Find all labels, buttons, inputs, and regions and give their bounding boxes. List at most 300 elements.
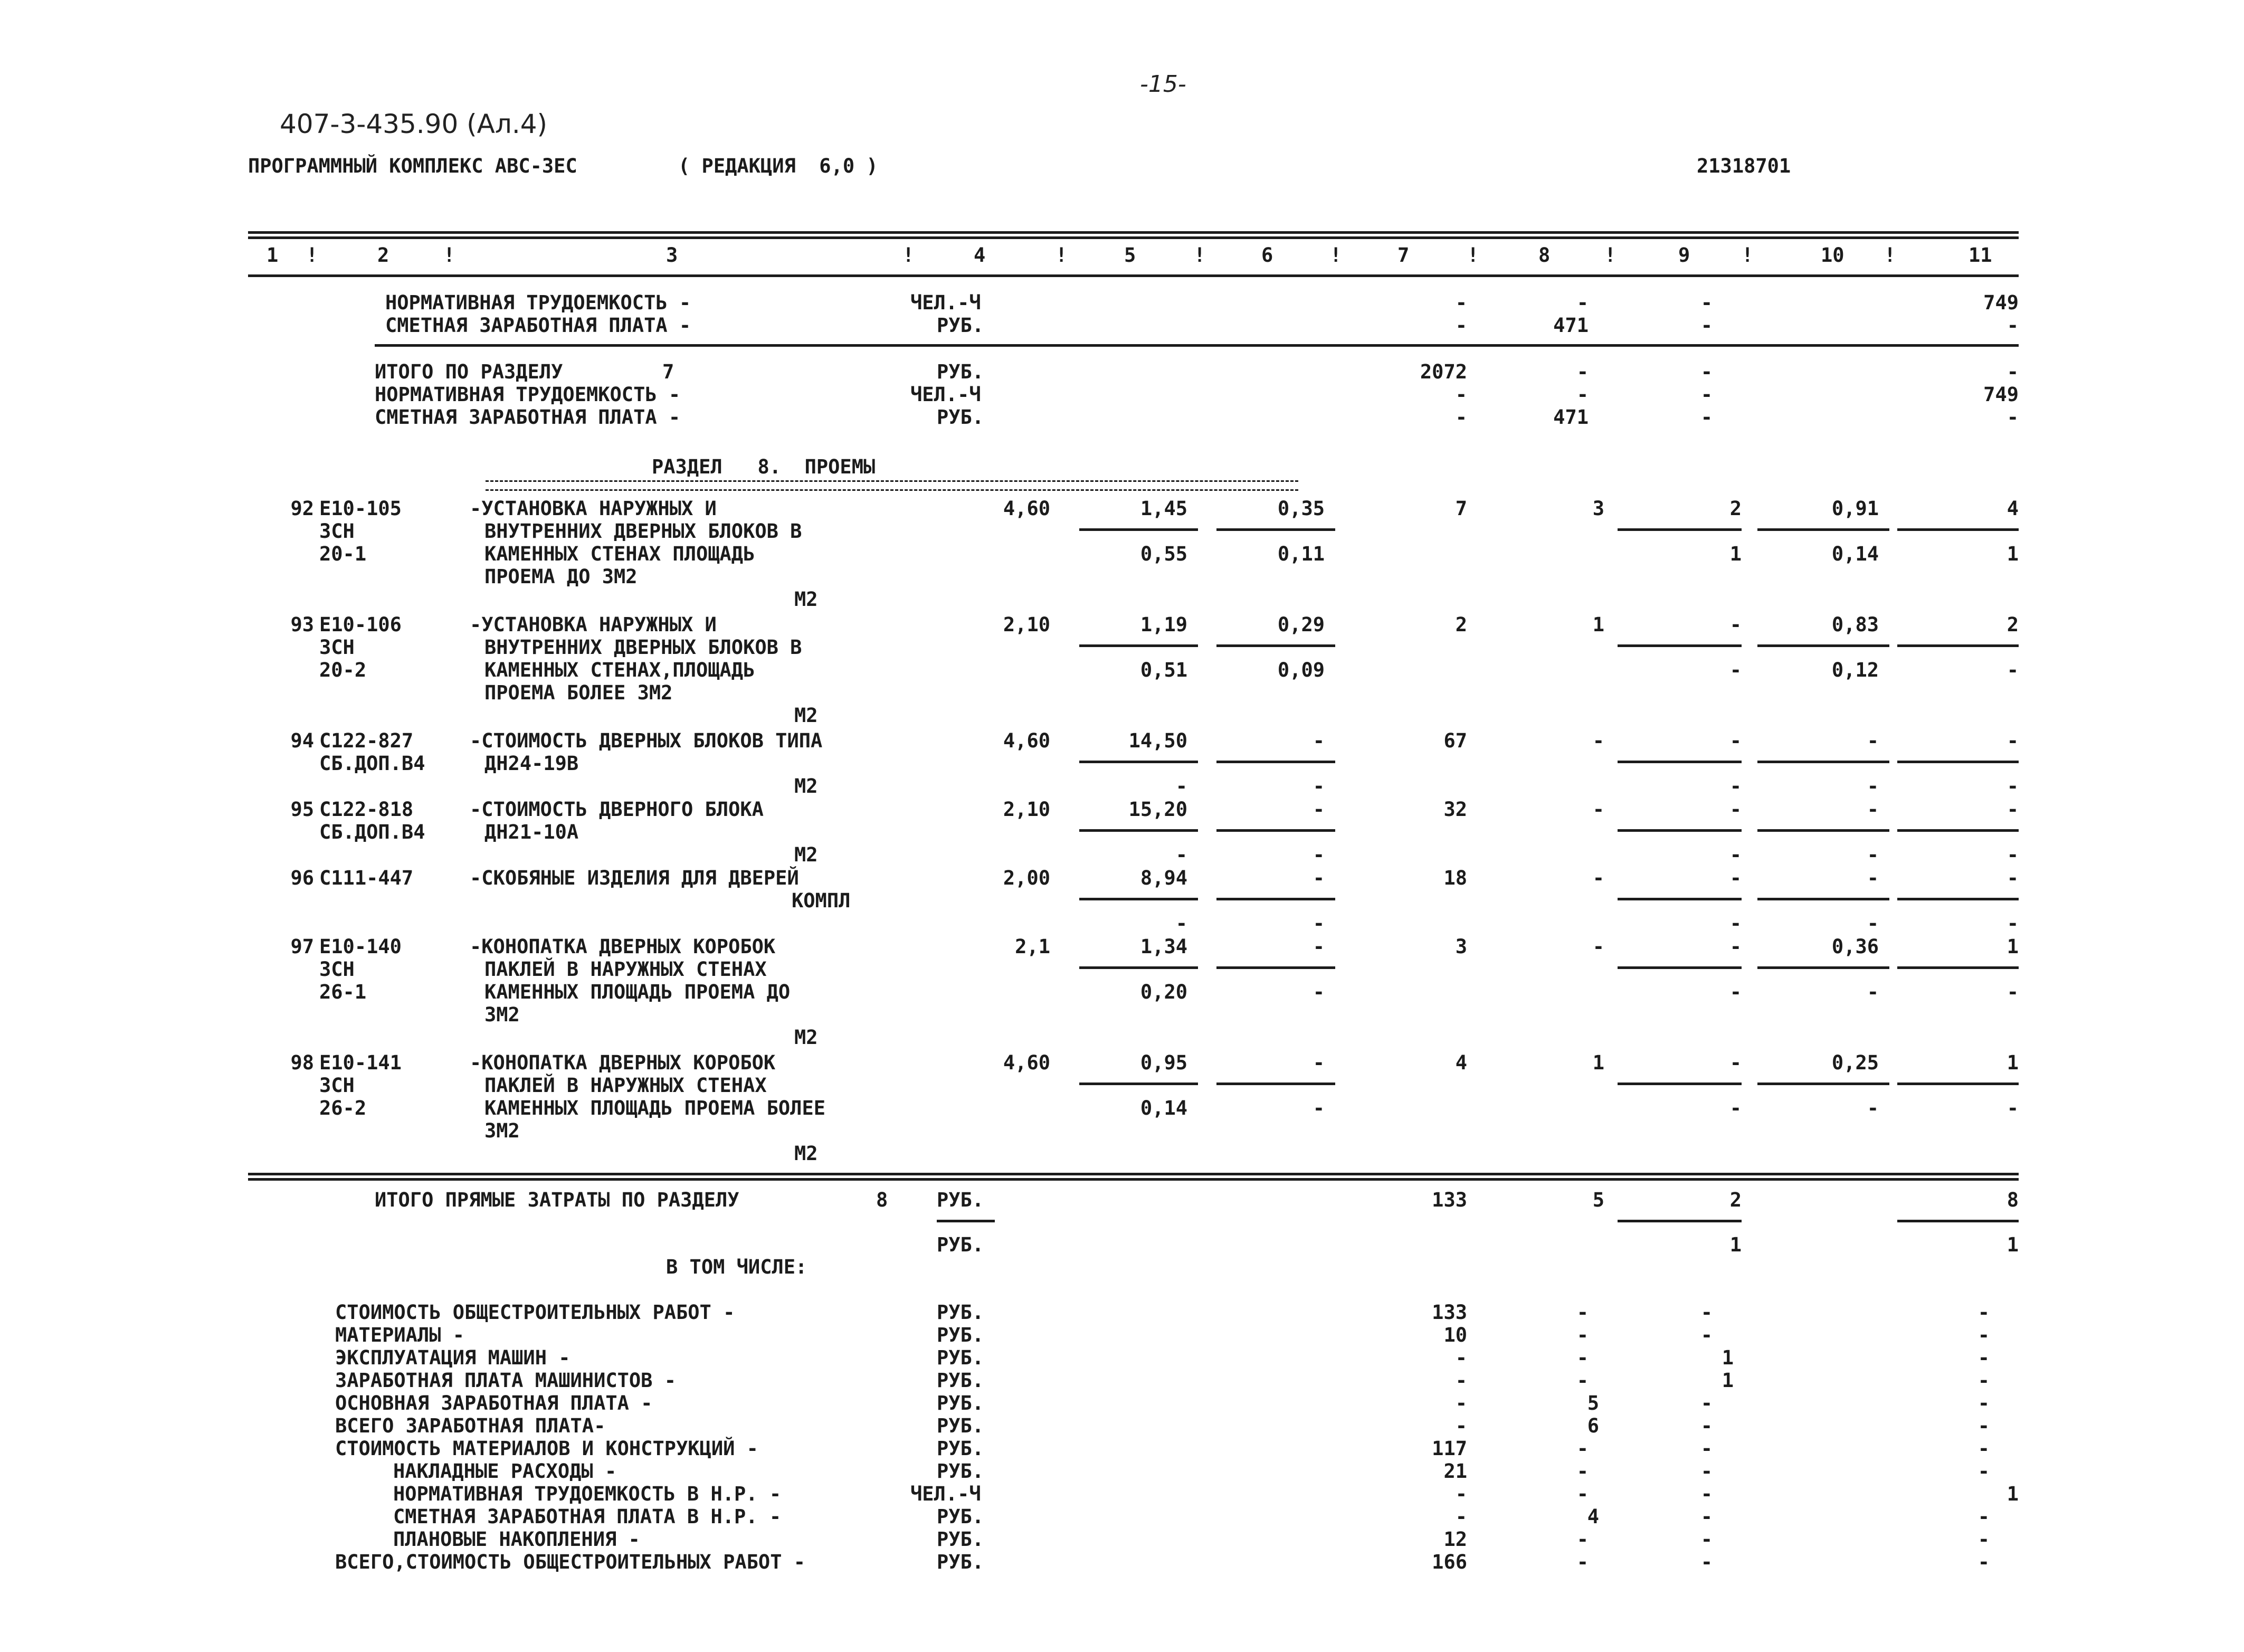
cell-col9-bottom: - [1729,659,1742,681]
fraction-rule-col10 [1757,644,1889,647]
column-header-1: 1 [267,244,279,267]
summary-col9: - [1700,1460,1713,1483]
column-header-7: 7 [1397,244,1410,267]
cell-col10-bottom: - [1867,775,1879,797]
cell-col7: - [1455,314,1467,337]
item-unit: М2 [794,588,818,611]
summary-col8: - [1576,1324,1589,1346]
summary-label: ВСЕГО ЗАРАБОТНАЯ ПЛАТА- [335,1414,606,1437]
fraction-rule-col5 [1079,966,1198,969]
fraction-rule-col11 [1897,528,2019,531]
fraction-rule-col5 [1079,898,1198,900]
cell-col7: 7 [1455,497,1467,520]
item-code: 20-1 [319,543,367,565]
summary-col9: - [1700,1437,1713,1460]
total8-col11-bottom: 1 [2007,1233,2019,1256]
summary-col11: - [1977,1301,1990,1324]
item-description: 3М2 [484,1003,520,1026]
row-unit: ЧЕЛ.-Ч [910,291,981,314]
fraction-rule-col6 [1216,829,1335,832]
total8-col9-top: 2 [1729,1189,1742,1211]
summary-unit: РУБ. [937,1369,984,1392]
cell-col5-bottom: 0,14 [1140,1097,1187,1119]
program-title: ПРОГРАММНЫЙ КОМПЛЕКС АВС-ЗЕС [248,155,577,177]
summary-col11: 1 [2007,1483,2019,1505]
summary-label: ВСЕГО,СТОИМОСТЬ ОБЩЕСТРОИТЕЛЬНЫХ РАБОТ - [335,1551,806,1573]
fraction-rule-col9 [1618,644,1742,647]
total8-col11-top: 8 [2007,1189,2019,1211]
cell-col4: 2,10 [1003,613,1050,636]
item-description: КАМЕННЫХ СТЕНАХ,ПЛОЩАДЬ [484,659,755,681]
cell-col11: 749 [1983,383,2019,406]
cell-col9: - [1700,406,1713,429]
rule-before-total8-2 [248,1178,2019,1181]
cell-col4: 2,1 [1015,935,1050,958]
cell-col9: - [1700,383,1713,406]
fraction-rule-col9 [1618,1083,1742,1085]
fraction-rule-col11 [1897,829,2019,832]
cell-col9-top: - [1729,613,1742,636]
fraction-rule-col9 [1618,761,1742,763]
document-id: 21318701 [1697,155,1791,177]
fraction-rule-col6 [1216,528,1335,531]
summary-col11: - [1977,1551,1990,1573]
summary-col7: - [1455,1414,1467,1437]
column-header-6: 6 [1261,244,1273,267]
item-description: -КОНОПАТКА ДВЕРНЫХ КОРОБОК [470,935,776,958]
cell-col11-top: 4 [2007,497,2019,520]
summary-col8: 4 [1587,1505,1599,1528]
item-number: 97 [290,935,314,958]
total8-col9-bottom: 1 [1729,1233,1742,1256]
cell-col10-top: 0,83 [1831,613,1879,636]
item-code: С122-818 [319,798,414,821]
column-header-separator: ! [1604,244,1617,267]
item-description: 3М2 [484,1119,520,1142]
cell-col8: 471 [1553,314,1589,337]
cell-col10-top: 0,36 [1831,935,1879,958]
column-header-separator: ! [1330,244,1342,267]
cell-col10-top: - [1867,729,1879,752]
cell-col9-bottom: - [1729,775,1742,797]
cell-col6-top: 0,29 [1277,613,1325,636]
summary-col7: - [1455,1369,1467,1392]
row-label: СМЕТНАЯ ЗАРАБОТНАЯ ПЛАТА - [385,314,691,337]
item-code: Е10-141 [319,1051,402,1074]
cell-col5-bottom: 0,20 [1140,981,1187,1003]
cell-col8: - [1592,798,1604,821]
fraction-rule-col6 [1216,1083,1335,1085]
cell-col11: - [2007,314,2019,337]
cell-col6-top: 0,35 [1277,497,1325,520]
cell-col8: - [1592,867,1604,889]
summary-col7: - [1455,1483,1467,1505]
row-unit: РУБ. [937,406,984,429]
item-description: -УСТАНОВКА НАРУЖНЫХ И [470,497,717,520]
summary-col7: 166 [1432,1551,1467,1573]
cell-col10-top: - [1867,798,1879,821]
summary-col11: - [1977,1414,1990,1437]
cell-col10-bottom: 0,12 [1831,659,1879,681]
cell-col10-bottom: - [1867,1097,1879,1119]
column-header-9: 9 [1678,244,1690,267]
summary-label: СМЕТНАЯ ЗАРАБОТНАЯ ПЛАТА В Н.Р. - [393,1505,782,1528]
fraction-rule-col11 [1897,1083,2019,1085]
cell-col7: 18 [1443,867,1467,889]
fraction-rule-col10 [1757,761,1889,763]
summary-label: СТОИМОСТЬ ОБЩЕСТРОИТЕЛЬНЫХ РАБОТ - [335,1301,735,1324]
total8-rule-col9 [1618,1220,1742,1222]
item-code: С111-447 [319,867,414,889]
cell-col8: 3 [1592,497,1604,520]
summary-col9: - [1700,1301,1713,1324]
cell-col7: 2 [1455,613,1467,636]
summary-col7: 21 [1443,1460,1467,1483]
summary-col11: - [1977,1324,1990,1346]
cell-col6-bottom: - [1313,981,1325,1003]
cell-col10-top: 0,91 [1831,497,1879,520]
fraction-rule-col6 [1216,644,1335,647]
cell-col6-top: - [1313,798,1325,821]
item-unit: М2 [794,1142,818,1165]
cell-col11-bottom: - [2007,775,2019,797]
total8-section-number: 8 [876,1189,888,1211]
cell-col11: - [2007,406,2019,429]
cell-col9-top: - [1729,935,1742,958]
cell-col11-bottom: - [2007,843,2019,866]
edition-label: ( РЕДАКЦИЯ 6,0 ) [678,155,878,177]
cell-col11-top: - [2007,729,2019,752]
cell-col7: 2072 [1420,360,1467,383]
section8-title-underline [486,480,1298,491]
item-unit: КОМПЛ [792,889,851,912]
cell-col8: 471 [1553,406,1589,429]
summary-col9: - [1700,1392,1713,1414]
row-label: НОРМАТИВНАЯ ТРУДОЕМКОСТЬ - [375,383,681,406]
cell-col9-top: - [1729,867,1742,889]
summary-unit: РУБ. [937,1551,984,1573]
row-label: СМЕТНАЯ ЗАРАБОТНАЯ ПЛАТА - [375,406,681,429]
item-description: ПАКЛЕЙ В НАРУЖНЫХ СТЕНАХ [484,1074,767,1097]
summary-col9: - [1700,1414,1713,1437]
fraction-rule-col9 [1618,528,1742,531]
total8-unit: РУБ. [937,1189,984,1211]
item-code: ЗСН [319,1074,355,1097]
cell-col10-top: - [1867,867,1879,889]
item-code: ЗСН [319,958,355,981]
item-code: Е10-140 [319,935,402,958]
cell-col6-top: - [1313,935,1325,958]
summary-label: ЭКСПЛУАТАЦИЯ МАШИН - [335,1346,570,1369]
cell-col9-bottom: - [1729,981,1742,1003]
cell-col9-bottom: - [1729,912,1742,935]
cell-col11-bottom: 1 [2007,543,2019,565]
fraction-rule-col11 [1897,898,2019,900]
item-description: -УСТАНОВКА НАРУЖНЫХ И [470,613,717,636]
cell-col7: - [1455,291,1467,314]
summary-label: СТОИМОСТЬ МАТЕРИАЛОВ И КОНСТРУКЦИЙ - [335,1437,758,1460]
summary-col8: - [1576,1460,1589,1483]
rule-before-total8 [248,1173,2019,1175]
summary-label: ЗАРАБОТНАЯ ПЛАТА МАШИНИСТОВ - [335,1369,677,1392]
summary-col8: - [1576,1483,1589,1505]
cell-col9: - [1700,360,1713,383]
summary-unit: РУБ. [937,1301,984,1324]
item-description: ДН21-10А [484,821,579,843]
row-label: ИТОГО ПО РАЗДЕЛУ [375,360,563,383]
cell-col5-bottom: - [1175,912,1187,935]
column-header-4: 4 [974,244,986,267]
cell-col11-top: 2 [2007,613,2019,636]
fraction-rule-col5 [1079,644,1198,647]
cell-col8: - [1592,729,1604,752]
summary-unit: РУБ. [937,1460,984,1483]
fraction-rule-col5 [1079,761,1198,763]
item-number: 98 [290,1051,314,1074]
cell-col5-top: 8,94 [1140,867,1187,889]
summary-col11: - [1977,1460,1990,1483]
item-description: ВНУТРЕННИХ ДВЕРНЫХ БЛОКОВ В [484,636,802,659]
summary-label: НОРМАТИВНАЯ ТРУДОЕМКОСТЬ В Н.Р. - [393,1483,782,1505]
summary-col9: - [1700,1483,1713,1505]
row-unit: ЧЕЛ.-Ч [910,383,981,406]
cell-col5-top: 1,19 [1140,613,1187,636]
column-header-separator: ! [1742,244,1754,267]
summary-col8: - [1576,1369,1589,1392]
summary-unit: РУБ. [937,1528,984,1551]
column-header-2: 2 [377,244,389,267]
row-unit: РУБ. [937,360,984,383]
cell-col6-top: - [1313,729,1325,752]
summary-col11: - [1977,1369,1990,1392]
column-header-8: 8 [1538,244,1551,267]
cell-col4: 4,60 [1003,497,1050,520]
summary-col9: - [1700,1505,1713,1528]
cell-col11-bottom: - [2007,1097,2019,1119]
cell-col5-bottom: 0,55 [1140,543,1187,565]
cell-col11-top: 1 [2007,935,2019,958]
item-unit: М2 [794,843,818,866]
column-header-separator: ! [443,244,455,267]
column-header-separator: ! [306,244,318,267]
summary-col11: - [1977,1528,1990,1551]
summary-col9: - [1700,1528,1713,1551]
cell-col11-top: - [2007,867,2019,889]
summary-col11: - [1977,1437,1990,1460]
item-code: ЗСН [319,520,355,543]
fraction-rule-col9 [1618,966,1742,969]
fraction-rule-col5 [1079,528,1198,531]
row-unit: РУБ. [937,314,984,337]
cell-col5-top: 0,95 [1140,1051,1187,1074]
cell-col6-bottom: - [1313,1097,1325,1119]
cell-col5-top: 1,34 [1140,935,1187,958]
item-code: 26-1 [319,981,367,1003]
summary-unit: РУБ. [937,1392,984,1414]
fraction-rule-col9 [1618,829,1742,832]
row-section-number: 7 [662,360,674,383]
section8-title: РАЗДЕЛ 8. ПРОЕМЫ [652,455,876,478]
fraction-rule-col6 [1216,761,1335,763]
item-description: КАМЕННЫХ СТЕНАХ ПЛОЩАДЬ [484,543,755,565]
summary-col8: - [1576,1528,1589,1551]
cell-col5-top: 15,20 [1128,798,1187,821]
item-unit: М2 [794,775,818,797]
summary-col9: - [1700,1551,1713,1573]
summary-col7: - [1455,1505,1467,1528]
fraction-rule-col5 [1079,829,1198,832]
item-description: ПРОЕМА БОЛЕЕ 3М2 [484,681,673,704]
column-header-separator: ! [1467,244,1479,267]
cell-col10-top: 0,25 [1831,1051,1879,1074]
summary-unit: РУБ. [937,1324,984,1346]
fraction-rule-col6 [1216,966,1335,969]
cell-col6-top: - [1313,1051,1325,1074]
cell-col8: - [1576,383,1589,406]
summary-unit: РУБ. [937,1346,984,1369]
column-header-separator: ! [1056,244,1068,267]
total8-label: ИТОГО ПРЯМЫЕ ЗАТРАТЫ ПО РАЗДЕЛУ [375,1189,739,1211]
summary-unit: РУБ. [937,1437,984,1460]
column-header-10: 10 [1821,244,1844,267]
item-code: ЗСН [319,636,355,659]
cell-col9-top: 2 [1729,497,1742,520]
cell-col9-bottom: - [1729,1097,1742,1119]
page-number: -15- [1140,71,1186,98]
cell-col8: - [1576,360,1589,383]
cell-col7: - [1455,406,1467,429]
cell-col8: 1 [1592,613,1604,636]
cell-col6-bottom: 0,11 [1277,543,1325,565]
cell-col6-bottom: - [1313,912,1325,935]
item-description: -СКОБЯНЫЕ ИЗДЕЛИЯ ДЛЯ ДВЕРЕЙ [470,867,799,889]
cell-col7: 4 [1455,1051,1467,1074]
cell-col10-bottom: - [1867,981,1879,1003]
item-description: -СТОИМОСТЬ ДВЕРНОГО БЛОКА [470,798,764,821]
cell-col9-bottom: 1 [1729,543,1742,565]
total8-rule-col11 [1897,1220,2019,1222]
total8-unit-2: РУБ. [937,1233,984,1256]
header-rule-top [248,231,2019,234]
cell-col11: 749 [1983,291,2019,314]
summary-label: ОСНОВНАЯ ЗАРАБОТНАЯ ПЛАТА - [335,1392,653,1414]
cell-col11-top: 1 [2007,1051,2019,1074]
item-number: 95 [290,798,314,821]
summary-label: НАКЛАДНЫЕ РАСХОДЫ - [393,1460,617,1483]
cell-col4: 2,10 [1003,798,1050,821]
column-header-5: 5 [1124,244,1136,267]
cell-col9-bottom: - [1729,843,1742,866]
cell-col5-bottom: - [1175,843,1187,866]
item-description: -КОНОПАТКА ДВЕРНЫХ КОРОБОК [470,1051,776,1074]
item-unit: М2 [794,704,818,727]
row-label: НОРМАТИВНАЯ ТРУДОЕМКОСТЬ - [385,291,691,314]
fraction-rule-col10 [1757,528,1889,531]
summary-label: МАТЕРИАЛЫ - [335,1324,465,1346]
fraction-rule-col6 [1216,898,1335,900]
item-description: -СТОИМОСТЬ ДВЕРНЫХ БЛОКОВ ТИПА [470,729,823,752]
cell-col4: 2,00 [1003,867,1050,889]
item-number: 92 [290,497,314,520]
cell-col11-bottom: - [2007,912,2019,935]
column-header-3: 3 [666,244,678,267]
summary-col7: 10 [1443,1324,1467,1346]
item-description: КАМЕННЫХ ПЛОЩАДЬ ПРОЕМА БОЛЕЕ [484,1097,826,1119]
summary-col11: - [1977,1392,1990,1414]
cell-col8: - [1576,291,1589,314]
item-number: 93 [290,613,314,636]
item-description: КАМЕННЫХ ПЛОЩАДЬ ПРОЕМА ДО [484,981,791,1003]
cell-col11: - [2007,360,2019,383]
summary-col9: - [1700,1324,1713,1346]
item-unit: М2 [794,1026,818,1049]
rule-before-total7 [375,344,2019,347]
summary-col7: - [1455,1392,1467,1414]
cell-col6-bottom: 0,09 [1277,659,1325,681]
column-header-separator: ! [1884,244,1896,267]
cell-col11-bottom: - [2007,659,2019,681]
summary-col9: 1 [1722,1346,1734,1369]
cell-col6-top: - [1313,867,1325,889]
item-description: ПРОЕМА ДО 3М2 [484,565,638,588]
fraction-rule-col10 [1757,829,1889,832]
cell-col5-bottom: - [1175,775,1187,797]
summary-col7: 133 [1432,1301,1467,1324]
cell-col10-bottom: - [1867,843,1879,866]
total8-col8: 5 [1592,1189,1604,1211]
cell-col7: 3 [1455,935,1467,958]
cell-col7: 32 [1443,798,1467,821]
cell-col11-bottom: - [2007,981,2019,1003]
summary-col8: - [1576,1346,1589,1369]
cell-col9: - [1700,291,1713,314]
item-description: ДН24-19В [484,752,579,775]
cell-col9-top: - [1729,729,1742,752]
summary-col8: - [1576,1437,1589,1460]
summary-col9: 1 [1722,1369,1734,1392]
item-number: 96 [290,867,314,889]
summary-col8: - [1576,1551,1589,1573]
cell-col10-bottom: - [1867,912,1879,935]
column-header-separator: ! [902,244,915,267]
fraction-rule-col11 [1897,761,2019,763]
header-rule-bottom [248,274,2019,277]
cell-col8: - [1592,935,1604,958]
cell-col7: 67 [1443,729,1467,752]
summary-col8: 5 [1587,1392,1599,1414]
item-code: С122-827 [319,729,414,752]
item-description: ПАКЛЕЙ В НАРУЖНЫХ СТЕНАХ [484,958,767,981]
cell-col7: - [1455,383,1467,406]
cell-col9-top: - [1729,1051,1742,1074]
total8-col7: 133 [1432,1189,1467,1211]
cell-col9: - [1700,314,1713,337]
cell-col5-top: 14,50 [1128,729,1187,752]
summary-col7: - [1455,1346,1467,1369]
column-header-11: 11 [1969,244,1992,267]
item-code: Е10-106 [319,613,402,636]
cell-col6-bottom: - [1313,843,1325,866]
cell-col10-bottom: 0,14 [1831,543,1879,565]
item-description: ВНУТРЕННИХ ДВЕРНЫХ БЛОКОВ В [484,520,802,543]
cell-col11-top: - [2007,798,2019,821]
item-code: СБ.ДОП.В4 [319,821,425,843]
summary-col11: - [1977,1505,1990,1528]
item-number: 94 [290,729,314,752]
cell-col5-bottom: 0,51 [1140,659,1187,681]
summary-col11: - [1977,1346,1990,1369]
document-code: 407-3-435.90 (Ал.4) [280,109,548,139]
